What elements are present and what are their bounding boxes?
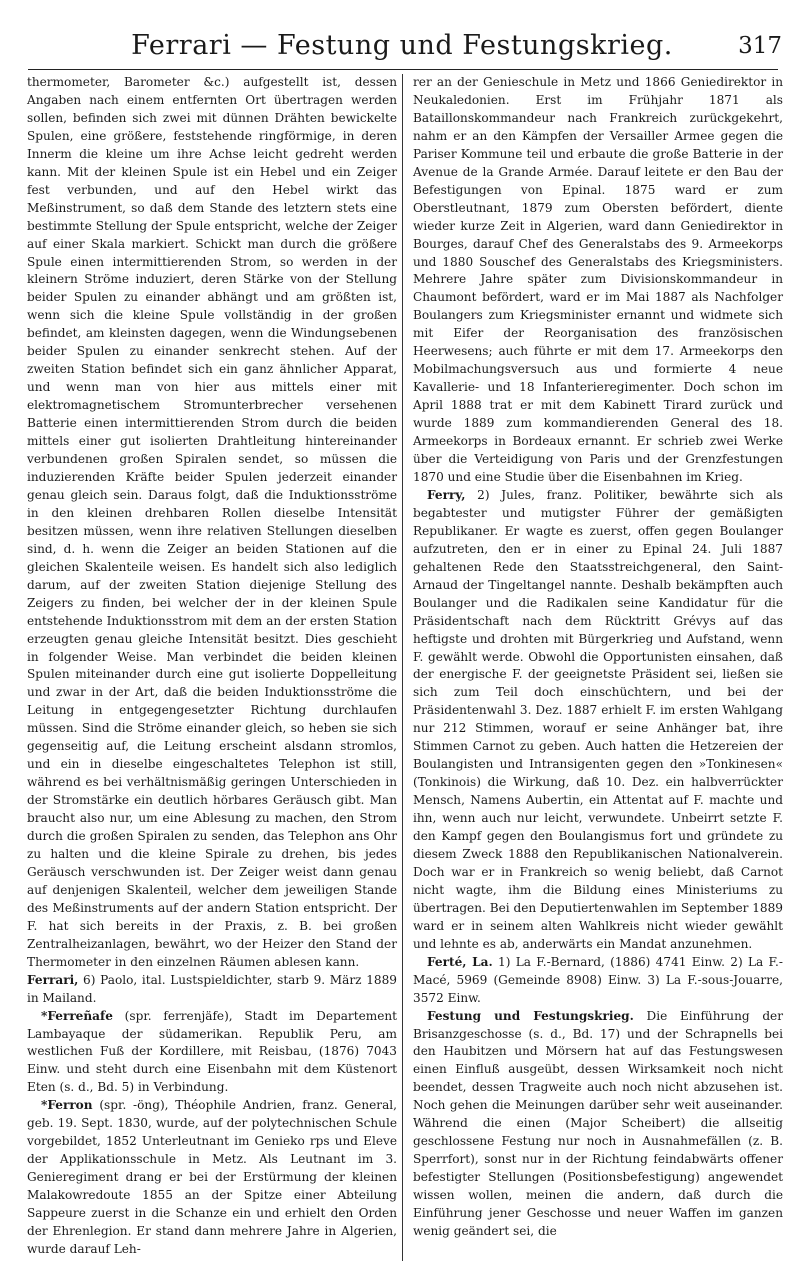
entry-festung (413, 1008, 783, 1241)
entry-body: (spr. ferrenjäfe), Stadt im Departement Lambayaque der südamerikan. Republik Peru, am westlichen Fuß der Kordillere, mit Reisbau, (1876) 7043 Einw. und steht durch eine Eisenbahn mit dem Küstenort Eten (s. d., Bd. 5) in Verbindung. (27, 1008, 397, 1095)
entry-continuation (413, 74, 783, 487)
entry-ferron (27, 1097, 397, 1259)
entry-body: (spr. -öng), Théophile Andrien, franz. General, geb. 19. Sept. 1830, wurde, auf der polytechnischen Schule vorgebildet, 1852 Unterleutnant im Genieko rps und Eleve der Applikationsschule in Metz. Als Leutnant im 3. Genieregiment drang er bei der Erstürmung der kleinen Malakowredoute 1855 an der Spitze einer Abteilung Sappeure zuerst in die Schanze ein und erhielt den Orden der Ehrenlegion. Er stand dann mehrere Jahre in Algerien, wurde darauf Leh- (27, 1098, 397, 1256)
page-title: Ferrari — Festung und Festungskrieg. (131, 30, 673, 61)
entry-ferrari (27, 972, 397, 1008)
entry-continuation (27, 74, 397, 972)
entry-body: 1) La F.-Bernard, (1886) 4741 Einw. 2) La F.-Macé, 5969 (Gemeinde 8908) Einw. 3) La F.-sous-Jouarre, 3572 Einw. (413, 954, 783, 1005)
entry-headword: *Ferron (41, 1098, 93, 1113)
entry-headword: *Ferreñafe (41, 1008, 113, 1023)
entry-ferrenafe (27, 1008, 397, 1098)
entry-ferte (413, 954, 783, 1008)
entry-body: thermometer, Barometer &c.) aufgestellt ist, dessen Angaben nach einem entfernten Ort übertragen werden sollen, befinden sich zwei mit dünnen Drähten bewickelte Spulen, eine größere, feststehende ringförmige, in deren Innerm die kleine um ihre Achse leicht gedreht werden kann. Mit der kleinen Spule ist ein Hebel und ein Zeiger fest verbunden, und auf den Hebel wirkt das Meßinstrument, so daß dem Stande des letztern stets eine bestimmte Stellung der Spule entspricht, welche der Zeiger auf einer Skala markiert. Schickt man durch die größere Spule einen intermittierenden Strom, so werden in der kleinern Ströme induziert, deren Stärke von der Stellung beider Spulen zu einander abhängt und am größten ist, wenn sich die kleine Spule vollständig in der großen befindet, am kleinsten dagegen, wenn die Windungsebenen beider Spulen zu einander senkrecht stehen. Auf der zweiten Station befindet sich ein ganz ähnlicher Apparat, und wenn man von hier aus mittels einer mit elektromagnetischem Stromunterbrecher versehenen Batterie einen intermittierenden Strom durch die beiden mittels einer gut isolierten Drahtleitung hintereinander verbundenen großen Spiralen sendet, so müssen die induzierenden Kräfte beider Spulen jederzeit einander genau gleich sein. Daraus folgt, daß die Induktionsströme in den kleinen drehbaren Rollen dieselbe Intensität besitzen müssen, wenn ihre relativen Stellungen dieselben sind, d. h. wenn die Zeiger an beiden Stationen auf die gleichen Skalenteile weisen. Es handelt sich also lediglich darum, auf der zweiten Station diejenige Stellung des Zeigers zu finden, bei welcher der in der kleinen Spule entstehende Induktionsstrom mit dem an der ersten Station erzeugten genau gleiche Intensität besitzt. Dies geschieht in folgender Weise. Man verbindet die beiden kleinen Spulen miteinander durch eine gut isolierte Doppelleitung und zwar in der Art, daß die beiden Induktionsströme die Leitung in entgegengesetzter Richtung durchlaufen müssen. Sind die Ströme einander gleich, so heben sie sich gegenseitig auf, die Leitung erscheint alsdann stromlos, und ein in dieselbe eingeschaltetes Telephon ist still, während es bei verhältnismäßig geringen Unterschieden in der Stromstärke ein deutlich hörbares Geräusch gibt. Man braucht also nur, um eine Ablesung zu machen, den Strom durch die großen Spiralen zu senden, das Telephon ans Ohr zu halten und die kleine Spirale zu drehen, bis jedes Geräusch verschwunden ist. Der Zeiger weist dann genau auf denjenigen Skalenteil, welcher dem jeweiligen Stande des Meßinstruments auf der andern Station entspricht. Der F. hat sich bereits in der Praxis, z. B. bei großen Zentralheizanlagen, bewährt, wo der Heizer den Stand der Thermometer in den einzelnen Räumen ablesen kann. (27, 75, 397, 969)
entry-headword: Ferrari, (27, 972, 79, 987)
entry-headword: Festung und Festungskrieg. (427, 1008, 634, 1023)
column-divider (402, 74, 403, 1261)
entry-body: Die Einführung der Brisanzgeschosse (s. d., Bd. 17) und der Schrapnells bei den Haubitzen und Mörsern hat auf das Festungswesen einen Einfluß ausgeübt, dessen Wirksamkeit noch nicht beendet, dessen Tragweite auch noch nicht abzusehen ist. Noch gehen die Meinungen darüber sehr weit auseinander. Während die einen (Major Scheibert) die allseitig geschlossene Festung nur noch in Ausnahmefällen (z. B. Sperrfort), sonst nur in der Richtung feindabwärts offener befestigter Stellungen (Positionsbefestigung) angewendet wissen wollen, meinen die andern, daß durch die Einführung jener Geschosse und neuer Waffen im ganzen wenig geändert sei, die (413, 1008, 783, 1238)
right-column (413, 74, 783, 1241)
entry-headword: Ferté, La. (427, 954, 493, 969)
left-column (27, 74, 397, 1259)
page-number: 317 (738, 33, 782, 59)
entry-body: 2) Jules, franz. Politiker, bewährte sich als begabtester und mutigster Führer der gemäßigten Republikaner. Er wagte es zuerst, offen gegen Boulanger aufzutreten, den er in einer zu Epinal 24. Juli 1887 gehaltenen Rede den Staatsstreichgeneral, den Saint-Arnaud der Tingeltangel nannte. Deshalb bekämpften auch Boulanger und die Radikalen seine Kandidatur für die Präsidentschaft nach dem Rücktritt Grévys auf das heftigste und drohten mit Bürgerkrieg und Aufstand, wenn F. gewählt werde. Obwohl die Opportunisten einsahen, daß der energische F. der geeignetste Präsident sei, ließen sie sich zum Teil doch einschüchtern, und bei der Präsidentenwahl 3. Dez. 1887 erhielt F. im ersten Wahlgang nur 212 Stimmen, worauf er seine Anhänger bat, ihre Stimmen Carnot zu geben. Auch hatten die Hetzereien der Boulangisten und Intransigenten gegen den »Tonkinesen« (Tonkinois) die Wirkung, daß 10. Dez. ein halbverrückter Mensch, Namens Aubertin, ein Attentat auf F. machte und ihn, wenn auch nur leicht, verwundete. Unbeirrt setzte F. den Kampf gegen den Boulangismus fort und gründete zu diesem Zweck 1888 den Republikanischen Nationalverein. Doch war er in Frankreich so wenig beliebt, daß Carnot nicht wagte, ihm die Bildung eines Ministeriums zu übertragen. Bei den Deputiertenwahlen im September 1889 ward er in seinem alten Wahlkreis nicht wieder gewählt und lehnte es ab, anderwärts ein Mandat anzunehmen. (413, 487, 783, 951)
running-head (18, 26, 786, 66)
entry-body: rer an der Genieschule in Metz und 1866 Geniedirektor in Neukaledonien. Erst im Frühjahr 1871 als Bataillonskommandeur nach Frankreich zurückgekehrt, nahm er an den Kämpfen der Versailler Armee gegen die Pariser Kommune teil und erbaute die große Batterie in der Avenue de la Grande Armée. Darauf leitete er den Bau der Befestigungen von Epinal. 1875 ward er zum Oberstleutnant, 1879 zum Obersten befördert, diente wieder kurze Zeit in Algerien, ward dann Geniedirektor in Bourges, darauf Chef des Generalstabs des 9. Armeekorps und 1880 Souschef des Generalstabs des Kriegsministers. Mehrere Jahre später zum Divisionskommandeur in Chaumont befördert, ward er im Mai 1887 als Nachfolger Boulangers zum Kriegsminister ernannt und widmete sich mit Eifer der Reorganisation des französischen Heerwesens; auch führte er mit dem 17. Armeekorps den Mobilmachungsversuch aus und formierte 4 neue Kavallerie- und 18 Infanterieregimenter. Doch schon im April 1888 trat er mit dem Kabinett Tirard zurück und wurde 1889 zum kommandierenden General des 18. Armeekorps in Bordeaux ernannt. Er schrieb zwei Werke über die Verteidigung von Paris und der Grenzfestungen 1870 und eine Studie über die Eisenbahnen im Krieg. (413, 75, 783, 484)
entry-body: 6) Paolo, ital. Lustspieldichter, starb 9. März 1889 in Mailand. (27, 972, 397, 1005)
entry-headword: Ferry, (427, 487, 466, 502)
entry-ferry (413, 487, 783, 954)
header-rule (28, 69, 778, 70)
